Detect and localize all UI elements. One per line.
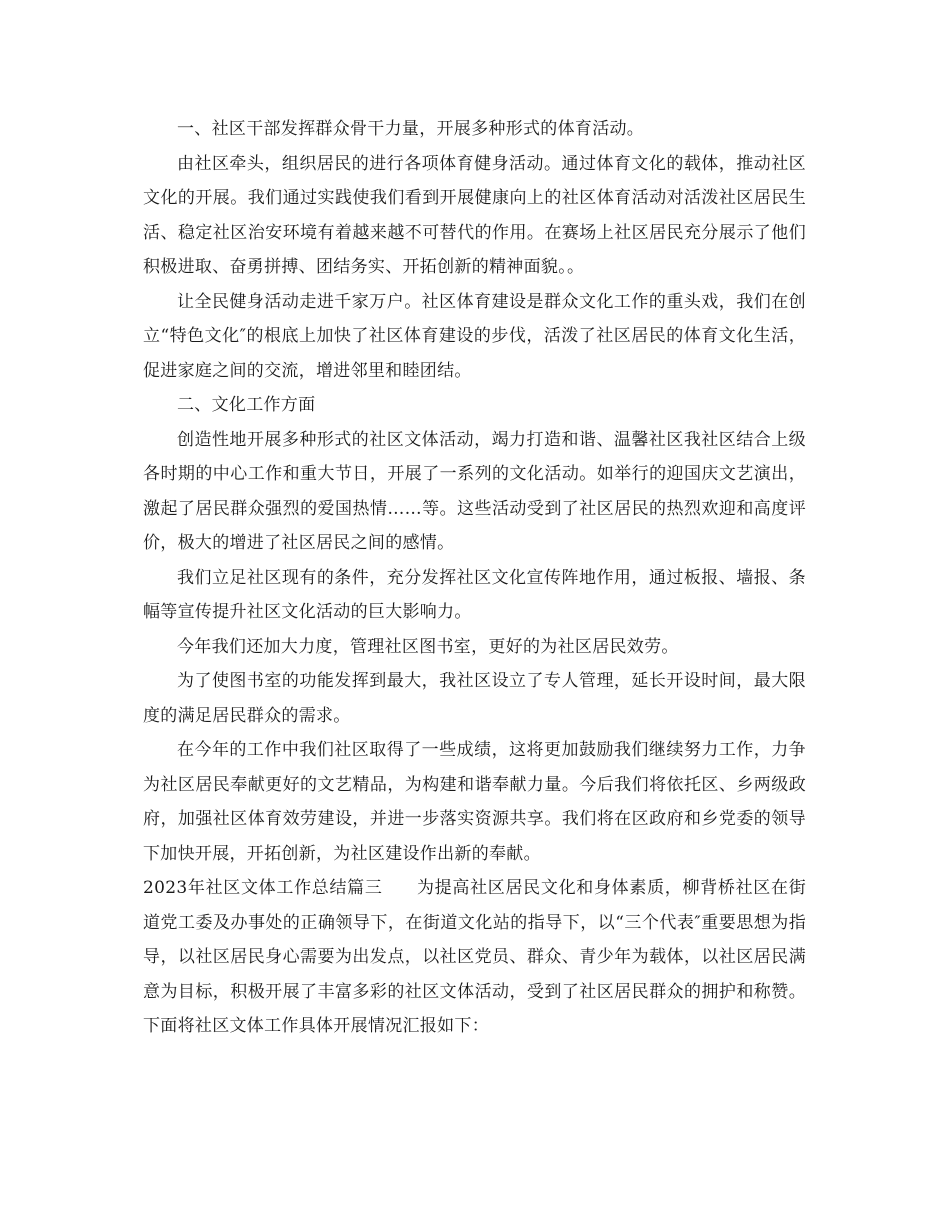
paragraph: 我们立足社区现有的条件，充分发挥社区文化宣传阵地作用，通过板报、墙报、条幅等宣传提升社区文化活动的巨大影响力。 [143,567,806,622]
paragraph: 创造性地开展多种形式的社区文体活动，竭力打造和谐、温馨社区我社区结合上级各时期的中心工作和重大节日，开展了一系列的文化活动。如举行的迎国庆文艺演出，激起了居民群众强烈的爱国热情……等。这些活动受到了社区居民的热烈欢迎和高度评价，极大的增进了社区居民之间的感情。 [143,429,806,553]
paragraph: 由社区牵头，组织居民的进行各项体育健身活动。通过体育文化的载体，推动社区文化的开展。我们通过实践使我们看到开展健康向上的社区体育活动对活泼社区居民生活、稳定社区治安环境有着越来越不可替代的作用。在赛场上社区居民充分展示了他们积极进取、奋勇拼搏、团结务实、开拓创新的精神面貌。。 [143,153,806,277]
section-three-title: 2023年社区文体工作总结篇三 [143,878,383,898]
section-three-paragraph [143,871,806,1044]
document-page [143,112,806,1044]
paragraph: 为了使图书室的功能发挥到最大，我社区设立了专人管理，延长开设时间，最大限度的满足居民群众的需求。 [143,671,806,726]
section-heading-culture: 二、文化工作方面 [177,395,316,415]
section-three-text: 为提高社区居民文化和身体素质，柳背桥社区在街道党工委及办事处的正确领导下，在街道文化站的指导下，以“三个代表″重要思想为指导，以社区居民身心需要为出发点，以社区党员、群众、青少年为载体，以社区居民满意为目标，积极开展了丰富多彩的社区文体活动，受到了社区居民群众的拥护和称赞。下面将社区文体工作具体开展情况汇报如下： [143,878,806,1036]
paragraph: 在今年的工作中我们社区取得了一些成绩，这将更加鼓励我们继续努力工作，力争为社区居民奉献更好的文艺精品，为构建和谐奉献力量。今后我们将依托区、乡两级政府，加强社区体育效劳建设，并进一步落实资源共享。我们将在区政府和乡党委的领导下加快开展，开拓创新，为社区建设作出新的奉献。 [143,740,806,864]
paragraph: 让全民健身活动走进千家万户。社区体育建设是群众文化工作的重头戏，我们在创立“特色文化″的根底上加快了社区体育建设的步伐，活泼了社区居民的体育文化生活，促进家庭之间的交流，增进邻里和睦团结。 [143,291,806,381]
section-heading-sports: 一、社区干部发挥群众骨干力量，开展多种形式的体育活动。 [177,119,645,139]
paragraph: 今年我们还加大力度，管理社区图书室，更好的为社区居民效劳。 [177,636,679,657]
